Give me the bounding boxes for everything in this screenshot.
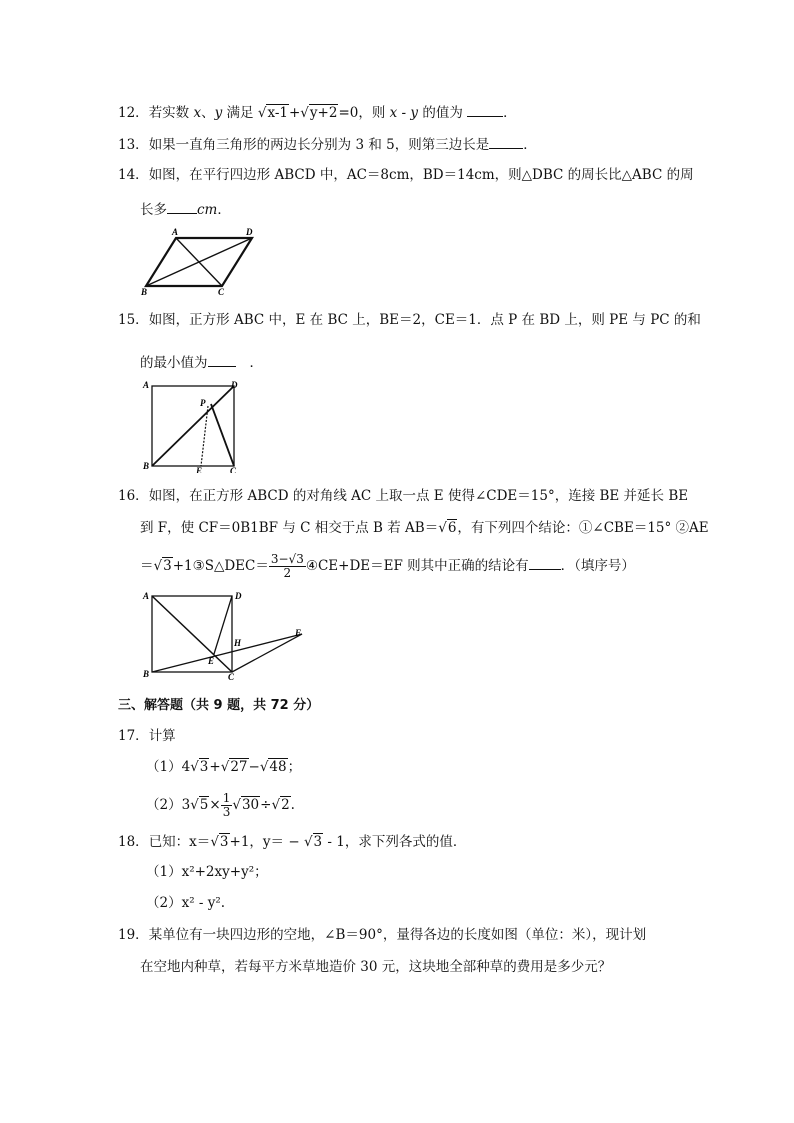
square-figure [140, 378, 245, 473]
label-C: C [228, 672, 235, 680]
label-B: B [141, 287, 148, 296]
answer-blank[interactable] [208, 352, 236, 367]
question-18-part2: （2）x² - y². [146, 895, 226, 911]
answer-blank[interactable] [529, 555, 561, 570]
question-number: 12． [118, 105, 149, 121]
question-16-line3: ＝√3+1③S△DEC＝ $\frac{3-√3}{2}$ ④CE+DE＝EF 则其中正确的结论有 ．（填序号） [140, 552, 635, 580]
sqrt-expression: √3 [153, 558, 172, 574]
question-15-line2: 的最小值为 ． [140, 352, 263, 373]
label-P: P [200, 398, 206, 408]
label-B: B [143, 669, 150, 679]
question-16-line2: 到 F，使 CF＝0B1BF 与 C 相交于点 B 若 AB＝√6，有下列四个结论：①∠CBE＝15° ②AE [140, 520, 709, 536]
sqrt-expression: √x-1 [257, 105, 288, 121]
label-A: A [143, 591, 150, 601]
question-17-part1: （1）4√3+√27−√48； [146, 759, 302, 775]
label-C: C [230, 466, 237, 473]
label-D: D [231, 380, 238, 390]
label-B: B [143, 461, 150, 471]
question-18-part1: （1）x²+2xy+y²； [146, 864, 268, 880]
label-D: D [246, 227, 253, 237]
sqrt-expression: √6 [438, 520, 457, 536]
question-15: 15．如图，正方形 ABC 中，E 在 BC 上，BE＝2，CE＝1．点 P 在 BD 上，则 PE 与 PC 的和 [118, 312, 701, 328]
question-12: 12．若实数 x、y 满足 √x-1+√y+2=0，则 x - y 的值为 ． [118, 102, 517, 123]
answer-blank[interactable] [467, 102, 503, 117]
answer-blank[interactable] [167, 199, 197, 214]
label-F: F [295, 628, 302, 638]
question-17-part2: （2）3√5× $\frac{1}{3}$ √30÷√2. [146, 791, 295, 819]
label-C: C [218, 287, 225, 296]
label-D: D [235, 591, 242, 601]
label-E: E [208, 656, 215, 666]
fraction: $\frac{1}{3}$ [222, 791, 231, 819]
label-A: A [172, 227, 179, 237]
question-14-line2: 长多 cm． [140, 199, 231, 220]
fraction: $\frac{3-√3}{2}$ [270, 552, 304, 580]
label-E: E [196, 466, 203, 473]
parallelogram-figure [138, 226, 268, 296]
question-19: 19．某单位有一块四边形的空地，∠B＝90°，量得各边的长度如图（单位：米），现计划 [118, 927, 647, 943]
sqrt-expression: √y+2 [300, 105, 338, 121]
label-A: A [143, 380, 150, 390]
question-16: 16．如图，在正方形 ABCD 的对角线 AC 上取一点 E 使得∠CDE＝15°，连接 BE 并延长 BE [118, 488, 689, 504]
question-18: 18．已知：x＝√3+1，y＝ − √3 - 1，求下列各式的值． [118, 834, 467, 850]
question-13: 13．如果一直角三角形的两边长分别为 3 和 5，则第三边长是 ． [118, 134, 537, 155]
answer-blank[interactable] [489, 134, 523, 149]
question-19-line2: 在空地内种草，若每平方米草地造价 30 元，这块地全部种草的费用是多少元？ [140, 959, 612, 975]
square-diagonal-figure [140, 588, 310, 680]
question-14: 14．如图，在平行四边形 ABCD 中，AC＝8cm，BD＝14cm，则△DBC 的周长比△ABC 的周 [118, 167, 694, 183]
section-heading: 三、解答题（共 9 题，共 72 分） [118, 698, 320, 713]
question-17: 17．计算 [118, 728, 176, 744]
label-H: H [234, 638, 242, 648]
